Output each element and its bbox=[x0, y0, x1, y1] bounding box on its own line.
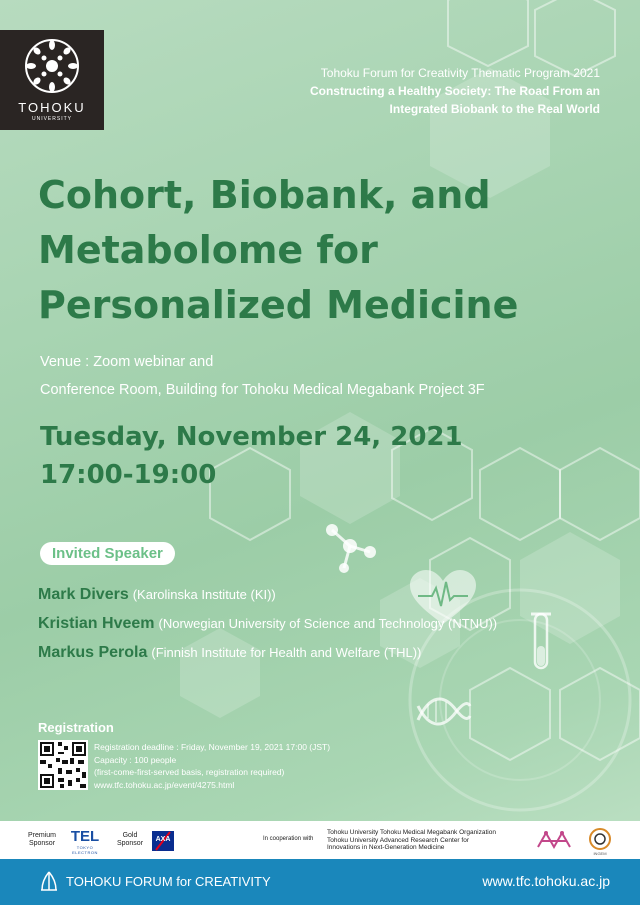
speaker-item bbox=[38, 638, 497, 667]
program-info bbox=[310, 64, 600, 118]
speaker-affiliation: (Karolinska Institute (KI)) bbox=[132, 587, 276, 602]
molecule-icon bbox=[320, 518, 380, 578]
speaker-affiliation: (Finnish Institute for Health and Welfare (THL)) bbox=[151, 645, 422, 660]
tohoku-university-logo bbox=[0, 30, 104, 130]
footer-bar bbox=[0, 859, 640, 905]
registration-title: Registration bbox=[38, 720, 114, 735]
test-tube-icon bbox=[526, 612, 556, 682]
program-name: Tohoku Forum for Creativity Thematic Program 2021 bbox=[320, 66, 600, 80]
org-name-2: Tohoku University Advanced Research Center for bbox=[327, 836, 469, 844]
tohoku-emblem-icon bbox=[22, 36, 82, 96]
venue-line-1: Venue : Zoom webinar and bbox=[40, 354, 214, 370]
qr-code-icon[interactable] bbox=[38, 740, 88, 790]
speaker-item bbox=[38, 580, 497, 609]
registration-url[interactable]: www.tfc.tohoku.ac.jp/event/4275.html bbox=[94, 779, 235, 790]
speaker-item bbox=[38, 609, 497, 638]
axa-logo-text: AXA bbox=[155, 836, 171, 843]
title-line-3: Personalized Medicine bbox=[38, 283, 519, 327]
program-theme-line2: Integrated Biobank to the Real World bbox=[389, 102, 600, 116]
venue bbox=[40, 348, 485, 404]
logo-subtitle: UNIVERSITY bbox=[31, 116, 72, 122]
event-date: Tuesday, November 24, 2021 bbox=[40, 422, 463, 452]
speaker-name: Markus Perola bbox=[38, 644, 148, 661]
title-line-1: Cohort, Biobank, and bbox=[38, 173, 491, 217]
cooperation-label: In cooperation with bbox=[263, 836, 314, 842]
footer-organization-name: TOHOKU FORUM for CREATIVITY bbox=[66, 874, 271, 889]
invited-speaker-badge: Invited Speaker bbox=[40, 542, 175, 565]
speaker-name: Mark Divers bbox=[38, 586, 129, 603]
speaker-name: Kristian Hveem bbox=[38, 615, 155, 632]
event-datetime bbox=[40, 418, 463, 494]
cooperating-organizations bbox=[327, 829, 496, 852]
event-title bbox=[38, 168, 628, 333]
ingem-logo-text: INGEM bbox=[593, 851, 607, 856]
speaker-affiliation: (Norwegian University of Science and Technology (NTNU)) bbox=[158, 616, 498, 631]
event-time: 17:00-19:00 bbox=[40, 460, 217, 490]
tfc-mark-icon bbox=[38, 870, 60, 892]
speaker-list bbox=[38, 580, 497, 667]
org-name-3: Innovations in Next-Generation Medicine bbox=[327, 844, 445, 851]
premium-sponsor-label bbox=[22, 832, 62, 848]
footer-website-link[interactable]: www.tfc.tohoku.ac.jp bbox=[482, 873, 610, 889]
megabank-logo-icon bbox=[536, 829, 574, 851]
gold-sponsor-label bbox=[112, 832, 148, 848]
logo-name: TOHOKU bbox=[18, 100, 86, 115]
org-name-1: Tohoku University Tohoku Medical Megabank Organization bbox=[327, 829, 496, 836]
sponsor-bar bbox=[0, 821, 640, 859]
gold-label-line2: Sponsor bbox=[116, 840, 144, 847]
tel-logo-subtext: TOKYO ELECTRON bbox=[72, 845, 98, 855]
venue-line-2: Conference Room, Building for Tohoku Medical Megabank Project 3F bbox=[40, 382, 485, 398]
premium-label-line1: Premium bbox=[27, 832, 56, 839]
title-line-2: Metabolome for bbox=[38, 228, 378, 272]
registration-capacity: Capacity : 100 people bbox=[94, 754, 177, 765]
premium-label-line2: Sponsor bbox=[28, 840, 56, 847]
tel-logo bbox=[66, 829, 104, 855]
registration-info bbox=[94, 741, 330, 791]
registration-note: (first-come-first-served basis, registration required) bbox=[94, 767, 285, 777]
gold-label-line1: Gold bbox=[122, 832, 138, 839]
dna-icon bbox=[416, 690, 472, 730]
axa-logo bbox=[152, 831, 174, 851]
program-theme-line1: Constructing a Healthy Society: The Road From an bbox=[309, 84, 600, 98]
tel-logo-text: TEL bbox=[70, 828, 100, 845]
registration-deadline: Registration deadline : Friday, November 19, 2021 17:00 (JST) bbox=[94, 742, 331, 752]
